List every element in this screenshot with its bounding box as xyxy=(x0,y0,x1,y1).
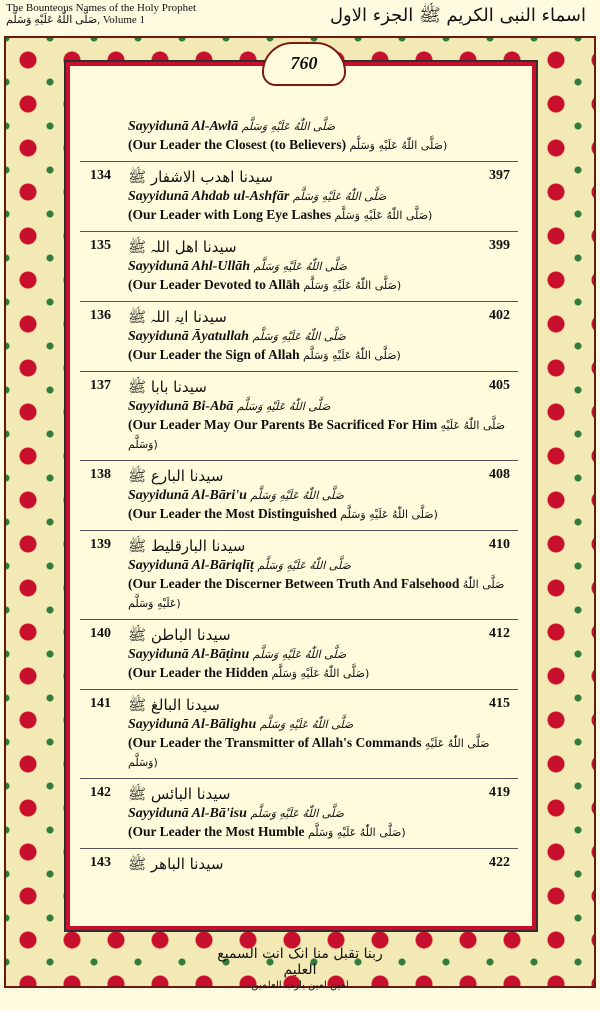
entry-meaning-text: (Our Leader the Closest (to Believers) xyxy=(128,137,347,152)
entry-number: 135 xyxy=(90,238,111,253)
entry-number: 137 xyxy=(90,378,111,393)
salutation-glyph: صَلَّى اللّٰهُ عَلَيْهِ وَسَلَّم) xyxy=(271,667,370,680)
entry-transliteration-text: Sayyidunā Al-Awlā xyxy=(128,119,239,134)
page-number: 760 xyxy=(262,42,346,86)
salutation-glyph: صَلَّى اللّٰهُ عَلَيْهِ وَسَلَّم xyxy=(252,330,346,343)
entry-meaning-text: (Our Leader the Most Humble xyxy=(128,824,305,839)
entry-meaning xyxy=(80,664,518,683)
entry-reference-number: 397 xyxy=(489,168,510,183)
salutation-glyph: صَلَّى اللّٰهُ عَلَيْهِ وَسَلَّم xyxy=(241,120,336,133)
list-item xyxy=(80,531,518,620)
entry-transliteration xyxy=(80,557,518,575)
entry-transliteration-text: Sayyidunā Al-Bālighu xyxy=(128,717,257,732)
entry-meaning-text: (Our Leader Devoted to Allāh xyxy=(128,277,300,292)
book-volume: , Volume 1 xyxy=(97,14,146,26)
entry-meaning xyxy=(80,136,518,155)
entry-number: 140 xyxy=(90,626,111,641)
arabic-book-title: اسماء النبی الکریم ﷺ الجزء الاول xyxy=(329,5,586,26)
salutation-glyph: صَلَّى اللّٰهُ عَلَيْهِ وَسَلَّم) xyxy=(128,737,490,769)
salutation-glyph: صَلَّى اللّٰهُ عَلَيْهِ وَسَلَّم) xyxy=(128,419,506,451)
entry-number: 141 xyxy=(90,696,111,711)
salutation-glyph: صَلَّى اللّٰهُ عَلَيْهِ وَسَلَّم xyxy=(259,718,354,731)
entry-header xyxy=(80,378,518,398)
header-salutation: صَلَّى اللّٰهُ عَلَيْهِ وَسَلَّم xyxy=(6,14,98,26)
list-item xyxy=(80,372,518,461)
footer-line-2: امین امین یارب العلمین xyxy=(251,980,349,991)
entry-arabic-name: سیدنا البارقلیط ﷺ xyxy=(128,537,246,555)
entry-header xyxy=(80,168,518,188)
entry-transliteration-text: Sayyidunā Al-Bāri'u xyxy=(128,488,247,503)
entry-meaning xyxy=(80,276,518,295)
entry-reference-number: 412 xyxy=(489,626,510,641)
entry-meaning xyxy=(80,823,518,842)
entry-reference-number: 399 xyxy=(489,238,510,253)
entry-transliteration xyxy=(80,805,518,823)
list-item xyxy=(80,302,518,372)
list-item xyxy=(80,620,518,690)
list-item xyxy=(80,849,518,881)
entry-transliteration-text: Sayyidunā Al-Bāriqlīṭ xyxy=(128,558,254,573)
entry-header xyxy=(80,626,518,646)
entry-meaning xyxy=(80,416,518,454)
entry-number: 143 xyxy=(90,855,111,870)
entry-reference-number: 408 xyxy=(489,467,510,482)
entry-reference-number: 402 xyxy=(489,308,510,323)
entry-arabic-name: سیدنا ایۃ اللہ ﷺ xyxy=(128,308,227,326)
entry-header xyxy=(80,855,518,875)
entry-transliteration-text: Sayyidunā Āyatullah xyxy=(128,329,249,344)
list-item xyxy=(80,779,518,849)
entry-arabic-name: سیدنا بابا ﷺ xyxy=(128,378,207,396)
list-item xyxy=(80,690,518,779)
salutation-glyph: صَلَّى اللّٰهُ عَلَيْهِ وَسَلَّم xyxy=(253,260,348,273)
entry-number: 142 xyxy=(90,785,111,800)
entry-reference-number: 419 xyxy=(489,785,510,800)
book-title: The Bounteous Names of the Holy Prophet xyxy=(6,2,197,14)
salutation-glyph: صَلَّى اللّٰهُ عَلَيْهِ وَسَلَّم) xyxy=(128,578,505,610)
entry-transliteration-text: Sayyidunā Ahdab ul-Ashfār xyxy=(128,189,290,204)
entry-meaning-text: (Our Leader the Sign of Allah xyxy=(128,347,300,362)
entry-transliteration-text: Sayyidunā Ahl-Ullāh xyxy=(128,259,251,274)
entry-meaning-text: (Our Leader the Hidden xyxy=(128,665,269,680)
salutation-glyph: صَلَّى اللّٰهُ عَلَيْهِ وَسَلَّم xyxy=(252,648,347,661)
entry-transliteration xyxy=(80,118,518,136)
entry-transliteration xyxy=(80,398,518,416)
salutation-glyph: صَلَّى اللّٰهُ عَلَيْهِ وَسَلَّم xyxy=(250,489,344,502)
entry-transliteration-text: Sayyidunā Al-Bāṭinu xyxy=(128,647,250,662)
entry-arabic-name: سیدنا الباطن ﷺ xyxy=(128,626,231,644)
entry-arabic-name: سیدنا البالغ ﷺ xyxy=(128,696,220,714)
entry-meaning-text: (Our Leader May Our Parents Be Sacrificed For Him xyxy=(128,417,438,432)
salutation-glyph: صَلَّى اللّٰهُ عَلَيْهِ وَسَلَّم xyxy=(257,559,351,572)
entry-reference-number: 415 xyxy=(489,696,510,711)
entry-transliteration xyxy=(80,646,518,664)
entry-transliteration xyxy=(80,716,518,734)
list-item xyxy=(80,162,518,232)
entry-arabic-name: سیدنا الباھر ﷺ xyxy=(128,855,224,873)
entry-header xyxy=(80,537,518,557)
salutation-glyph: صَلَّى اللّٰهُ عَلَيْهِ وَسَلَّم) xyxy=(307,826,406,839)
salutation-glyph: صَلَّى اللّٰهُ عَلَيْهِ وَسَلَّم) xyxy=(303,349,401,362)
salutation-glyph: صَلَّى اللّٰهُ عَلَيْهِ وَسَلَّم xyxy=(250,807,344,820)
entry-number: 136 xyxy=(90,308,111,323)
entry-meaning-text: (Our Leader the Transmitter of Allah's Commands xyxy=(128,735,422,750)
entry-arabic-name: سیدنا البائس ﷺ xyxy=(128,785,231,803)
names-list xyxy=(80,112,518,881)
entry-meaning xyxy=(80,206,518,225)
entry-reference-number: 405 xyxy=(489,378,510,393)
entry-reference-number: 422 xyxy=(489,855,510,870)
entry-header xyxy=(80,308,518,328)
entry-transliteration-text: Sayyidunā Al-Bā'isu xyxy=(128,806,247,821)
entry-header xyxy=(80,238,518,258)
entry-reference-number: 410 xyxy=(489,537,510,552)
list-item xyxy=(80,112,518,162)
entry-header xyxy=(80,696,518,716)
entry-transliteration xyxy=(80,258,518,276)
entry-transliteration xyxy=(80,188,518,206)
entry-arabic-name: سیدنا اھل اللہ ﷺ xyxy=(128,238,237,256)
salutation-glyph: صَلَّى اللّٰهُ عَلَيْهِ وَسَلَّم) xyxy=(303,279,402,292)
salutation-glyph: صَلَّى اللّٰهُ عَلَيْهِ وَسَلَّم) xyxy=(349,139,448,152)
entry-number: 138 xyxy=(90,467,111,482)
entry-transliteration-text: Sayyidunā Bi-Abā xyxy=(128,399,234,414)
salutation-glyph: صَلَّى اللّٰهُ عَلَيْهِ وَسَلَّم xyxy=(292,190,387,203)
footer-dua xyxy=(200,946,400,994)
entry-arabic-name: سیدنا البارع ﷺ xyxy=(128,467,224,485)
entry-number: 139 xyxy=(90,537,111,552)
entry-header xyxy=(80,467,518,487)
entry-meaning xyxy=(80,505,518,524)
entry-meaning-text: (Our Leader the Discerner Between Truth And Falsehood xyxy=(128,576,460,591)
entry-arabic-name: سیدنا اھدب الاشفار ﷺ xyxy=(128,168,273,186)
footer-line-1: ربنا تقبل منا انک انت السمیع العلیم xyxy=(217,946,383,978)
list-item xyxy=(80,461,518,531)
entry-meaning xyxy=(80,346,518,365)
entry-meaning-text: (Our Leader the Most Distinguished xyxy=(128,506,337,521)
entry-meaning xyxy=(80,575,518,613)
salutation-glyph: صَلَّى اللّٰهُ عَلَيْهِ وَسَلَّم xyxy=(236,400,331,413)
salutation-glyph: صَلَّى اللّٰهُ عَلَيْهِ وَسَلَّم) xyxy=(340,508,438,521)
entry-transliteration xyxy=(80,487,518,505)
entry-meaning-text: (Our Leader with Long Eye Lashes xyxy=(128,207,332,222)
book-header xyxy=(6,2,196,26)
list-item xyxy=(80,232,518,302)
entry-header xyxy=(80,785,518,805)
entry-transliteration xyxy=(80,328,518,346)
salutation-glyph: صَلَّى اللّٰهُ عَلَيْهِ وَسَلَّم) xyxy=(334,209,433,222)
entry-meaning xyxy=(80,734,518,772)
book-volume-line xyxy=(6,14,196,26)
entry-number: 134 xyxy=(90,168,111,183)
